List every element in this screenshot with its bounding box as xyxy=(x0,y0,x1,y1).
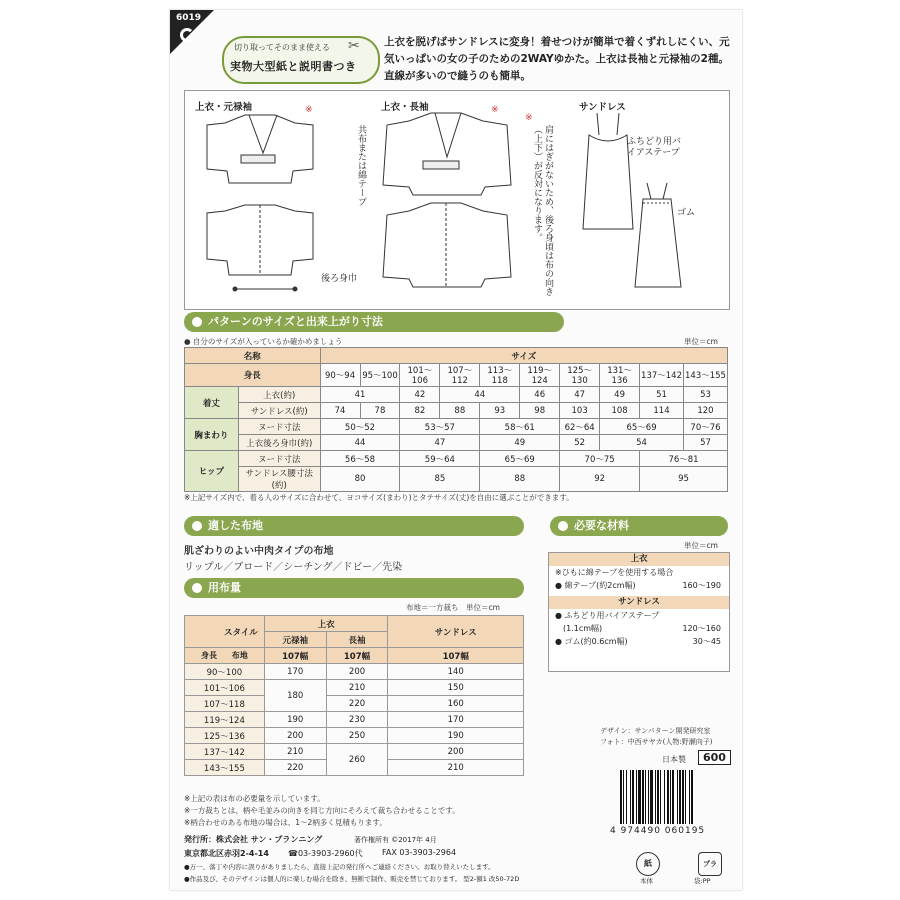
tomonuno-vertical-text: 共布または綿テープ xyxy=(356,125,366,206)
hip-nude: 70〜75 xyxy=(560,451,640,467)
yardage-genroku: 190 xyxy=(264,712,326,728)
yardage-sundress: 150 xyxy=(388,680,524,696)
chest-nude: 65〜69 xyxy=(600,419,684,435)
barcode-icon xyxy=(618,770,730,826)
yardage-uwagi-header: 上衣 xyxy=(264,616,388,632)
yardage-style-header: スタイル xyxy=(185,616,265,648)
size-col: 113〜118 xyxy=(480,364,520,387)
yardage-genroku: 210 xyxy=(264,744,326,760)
hip-nude: 76〜81 xyxy=(640,451,728,467)
barcode-number: 4 974490 060195 xyxy=(610,826,706,836)
yardage-sundress: 140 xyxy=(388,664,524,680)
made-in-japan: 日本製 xyxy=(662,755,686,764)
sundress-front xyxy=(583,113,633,229)
yardage-height: 137〜142 xyxy=(185,744,265,760)
hip-nude: 65〜69 xyxy=(480,451,560,467)
yardage-height-label: 身長 xyxy=(200,651,217,660)
hip-sundress: 92 xyxy=(560,467,640,492)
size-col: 119〜124 xyxy=(520,364,560,387)
size-check-note: ● 自分のサイズが入っているか確かめましょう xyxy=(184,337,343,346)
hip-label: ヒップ xyxy=(185,451,239,492)
sundress-length: 88 xyxy=(440,403,480,419)
size-table xyxy=(184,347,728,492)
sundress-length: 93 xyxy=(480,403,520,419)
materials-bias-width xyxy=(549,622,729,635)
yardage-foot1: ※上記の表は布の必要量を示しています。 xyxy=(184,794,325,803)
yardage-section-header: 用布量 xyxy=(184,578,524,598)
chest-back: 44 xyxy=(320,435,400,451)
yardage-genroku-header: 元禄袖 xyxy=(264,632,326,648)
hip-sundress: 88 xyxy=(480,467,560,492)
uwagi-length: 53 xyxy=(683,387,727,403)
yardage-nagasode: 220 xyxy=(326,696,388,712)
materials-uwagi-header: 上衣 xyxy=(549,553,729,566)
label-sundress: サンドレス xyxy=(579,102,626,113)
uwagi-length: 46 xyxy=(520,387,560,403)
yardage-height: 119〜124 xyxy=(185,712,265,728)
hip-sundress: 85 xyxy=(400,467,480,492)
materials-box xyxy=(548,552,730,672)
size-col: 90〜94 xyxy=(320,364,360,387)
nagasode-jacket-front xyxy=(383,113,511,195)
yardage-width: 107幅 xyxy=(388,648,524,664)
address: 東京都北区赤羽2-4-14 xyxy=(184,849,269,858)
yardage-sundress: 160 xyxy=(388,696,524,712)
yardage-sundress: 170 xyxy=(388,712,524,728)
note-asterisk: ※ xyxy=(525,113,533,123)
yardage-nagasode: 210 xyxy=(326,680,388,696)
size-unit: 単位＝cm xyxy=(684,337,718,346)
hontai-label: 本体 xyxy=(640,877,653,885)
sundress-length: 82 xyxy=(400,403,440,419)
asterisk-genroku: ※ xyxy=(305,105,313,115)
publisher: 発行所：株式会社 サン・プランニング xyxy=(184,835,323,844)
price-box: 600 xyxy=(698,750,731,765)
hip-nude: 56〜58 xyxy=(320,451,400,467)
hip-nude: 59〜64 xyxy=(400,451,480,467)
size-name-header: 名称 xyxy=(185,348,321,364)
materials-cotton-tape-label: ● 綿テープ(約2cm幅) xyxy=(555,581,636,590)
uwagi-length: 44 xyxy=(440,387,520,403)
uwagi-length: 47 xyxy=(560,387,600,403)
yardage-nagasode: 200 xyxy=(326,664,388,680)
fabric-subtitle: 肌ざわりのよい中肉タイプの布地 xyxy=(184,546,334,557)
uwagi-length: 42 xyxy=(400,387,440,403)
chest-nude: 62〜64 xyxy=(560,419,600,435)
materials-cotton-tape xyxy=(549,579,729,592)
sundress-length-label: サンドレス(約) xyxy=(238,403,320,419)
yardage-height-fabric-header xyxy=(185,648,265,664)
fax: FAX 03-3903-2964 xyxy=(382,848,457,857)
chest-back: 52 xyxy=(560,435,600,451)
size-col: 125〜130 xyxy=(560,364,600,387)
size-col: 137〜142 xyxy=(640,364,684,387)
chest-nude-label: ヌード寸法 xyxy=(238,419,320,435)
label-genroku: 上衣・元禄袖 xyxy=(195,102,253,113)
kitake-label: 着丈 xyxy=(185,387,239,419)
yardage-nagasode: 230 xyxy=(326,712,388,728)
shoulder-note-vertical: 肩にはぎがないため、後ろ身頃は布の向き（上下）が反対になります。 xyxy=(532,125,553,296)
footer-line2: ●作品及び、そのデザインは個人的に楽しむ場合を除き、無断で制作、販売を禁じております。 型2-額1 改50-72D xyxy=(184,875,520,883)
uwagi-length-label: 上衣(約) xyxy=(238,387,320,403)
sundress-length: 74 xyxy=(320,403,360,419)
chest-label: 胸まわり xyxy=(185,419,239,451)
yardage-note: 布地＝一方裁ち 単位＝cm xyxy=(406,603,500,612)
yardage-foot3: ※柄合わせのある布地の場合は、1〜2柄多く見積もります。 xyxy=(184,818,387,827)
hip-nude-label: ヌード寸法 xyxy=(238,451,320,467)
yardage-genroku: 200 xyxy=(264,728,326,744)
size-col: 95〜100 xyxy=(360,364,400,387)
pattern-code: 6019 xyxy=(176,13,202,23)
intro-text: 上衣を脱げばサンドレスに変身！着せつけが簡単で着くずれしにくい、元気いっぱいの女の子のための2WAYゆかた。上衣は長袖と元禄袖の2種。直線が多いので縫うのも簡単。 xyxy=(384,36,730,82)
paper-recycle-icon: 紙 xyxy=(636,852,660,876)
sundress-length: 103 xyxy=(560,403,600,419)
yardage-nagasode: 260 xyxy=(326,744,388,776)
yardage-height: 143〜155 xyxy=(185,760,265,776)
scissors-icon: ✂ xyxy=(348,38,360,54)
fukuro-label: 袋:PP xyxy=(694,877,711,885)
sundress-length: 120 xyxy=(683,403,727,419)
materials-sundress-header: サンドレス xyxy=(549,596,729,609)
yardage-foot2: ※一方裁ちとは、柄や毛並みの向きを同じ方向にそろえて裁ち合わせることです。 xyxy=(184,806,460,815)
sundress-length: 78 xyxy=(360,403,400,419)
size-col: 143〜155 xyxy=(683,364,727,387)
yardage-sundress: 210 xyxy=(388,760,524,776)
nagasode-jacket-back xyxy=(383,203,511,287)
footer-line1: ●万一、落丁や内容に誤りがありましたら、直接上記の発行所へご連絡ください。お取り替えいたします。 xyxy=(184,863,495,871)
label-ushiro-mihaba: 後ろ身巾 xyxy=(321,274,358,284)
yardage-height: 107〜118 xyxy=(185,696,265,712)
fabric-section-header: 適した布地 xyxy=(184,516,524,536)
uwagi-length: 49 xyxy=(600,387,640,403)
yardage-nagasode-header: 長袖 xyxy=(326,632,388,648)
yardage-width: 107幅 xyxy=(326,648,388,664)
sundress-length: 108 xyxy=(600,403,640,419)
chest-nude: 53〜57 xyxy=(400,419,480,435)
yardage-height: 125〜136 xyxy=(185,728,265,744)
uwagi-length: 41 xyxy=(320,387,400,403)
yardage-genroku: 180 xyxy=(264,680,326,712)
size-col: 101〜106 xyxy=(400,364,440,387)
materials-bias-value: 120〜160 xyxy=(682,624,721,633)
materials-section-header: 必要な材料 xyxy=(550,516,728,536)
badge-main-text: 実物大型紙と説明書つき xyxy=(230,60,357,73)
yardage-nagasode: 250 xyxy=(326,728,388,744)
height-header: 身長 xyxy=(185,364,321,387)
materials-bias-width-label: (1.1cm幅) xyxy=(563,624,603,633)
size-col: 107〜112 xyxy=(440,364,480,387)
yardage-table xyxy=(184,615,524,776)
label-nagasode: 上衣・長袖 xyxy=(381,102,429,113)
yardage-sundress: 190 xyxy=(388,728,524,744)
pattern-back-cover xyxy=(170,10,742,890)
genroku-jacket-front xyxy=(207,115,313,183)
chest-nude: 58〜61 xyxy=(480,419,560,435)
asterisk-nagasode: ※ xyxy=(491,105,499,115)
credit-design: デザイン：サンパターン開発研究室 xyxy=(600,727,711,735)
size-col: 131〜136 xyxy=(600,364,640,387)
sundress-length: 114 xyxy=(640,403,684,419)
materials-unit: 単位＝cm xyxy=(684,541,718,550)
chest-back: 54 xyxy=(600,435,684,451)
size-section-header: パターンのサイズと出来上がり寸法 xyxy=(184,312,564,332)
yardage-height: 90〜100 xyxy=(185,664,265,680)
illustration-box xyxy=(184,90,730,310)
chest-nude: 70〜76 xyxy=(683,419,727,435)
sundress-back xyxy=(635,183,681,287)
materials-uwagi-note: ※ひもに綿テープを使用する場合 xyxy=(555,568,674,577)
badge-top-text: 切り取ってそのまま使える xyxy=(234,43,330,52)
yardage-sundress: 200 xyxy=(388,744,524,760)
yardage-sundress-header: サンドレス xyxy=(388,616,524,648)
yardage-height: 101〜106 xyxy=(185,680,265,696)
size-footnote: ※上記サイズ内で、着る人のサイズに合わせて、ヨコサイズ(まわり)とタテサイズ(丈)を自由に選ぶことができます。 xyxy=(184,493,574,502)
chest-nude: 50〜52 xyxy=(320,419,400,435)
uwagi-length: 51 xyxy=(640,387,684,403)
genroku-jacket-back xyxy=(207,205,313,291)
fabric-list: リップル／ブロード／シーチング／ドビー／先染 xyxy=(184,562,403,573)
credit-photo: フォト：中西サヤカ(人物:野瀬向子) xyxy=(600,738,713,746)
garment-illustrations xyxy=(185,91,729,309)
tel: ☎03-3903-2960代 xyxy=(288,849,363,858)
materials-gomu-value: 30〜45 xyxy=(692,637,721,646)
yardage-width: 107幅 xyxy=(264,648,326,664)
materials-cotton-tape-value: 160〜190 xyxy=(682,581,721,590)
yardage-genroku: 170 xyxy=(264,664,326,680)
yardage-fabric-label: 布地 xyxy=(231,651,248,660)
hip-sundress-label: サンドレス腰寸法(約) xyxy=(238,467,320,492)
label-gomu: ゴム xyxy=(677,208,696,218)
logo-mark-icon xyxy=(180,28,194,42)
materials-gomu-label: ● ゴム(約0.6cm幅) xyxy=(555,637,628,646)
yardage-genroku: 220 xyxy=(264,760,326,776)
chest-back: 49 xyxy=(480,435,560,451)
size-header: サイズ xyxy=(320,348,727,364)
chest-back-label: 上衣後ろ身巾(約) xyxy=(238,435,320,451)
label-bias-tape: ふちどり用バイアステープ xyxy=(627,137,682,158)
materials-bias-tape: ● ふちどり用バイアステープ xyxy=(555,611,660,620)
materials-gomu xyxy=(549,635,729,648)
chest-back: 57 xyxy=(683,435,727,451)
hip-sundress: 80 xyxy=(320,467,400,492)
sundress-length: 98 xyxy=(520,403,560,419)
hip-sundress: 95 xyxy=(640,467,728,492)
chest-back: 47 xyxy=(400,435,480,451)
plastic-recycle-icon: プラ xyxy=(698,852,722,876)
copyright: 著作権所有 ©2017年 4月 xyxy=(354,836,437,844)
